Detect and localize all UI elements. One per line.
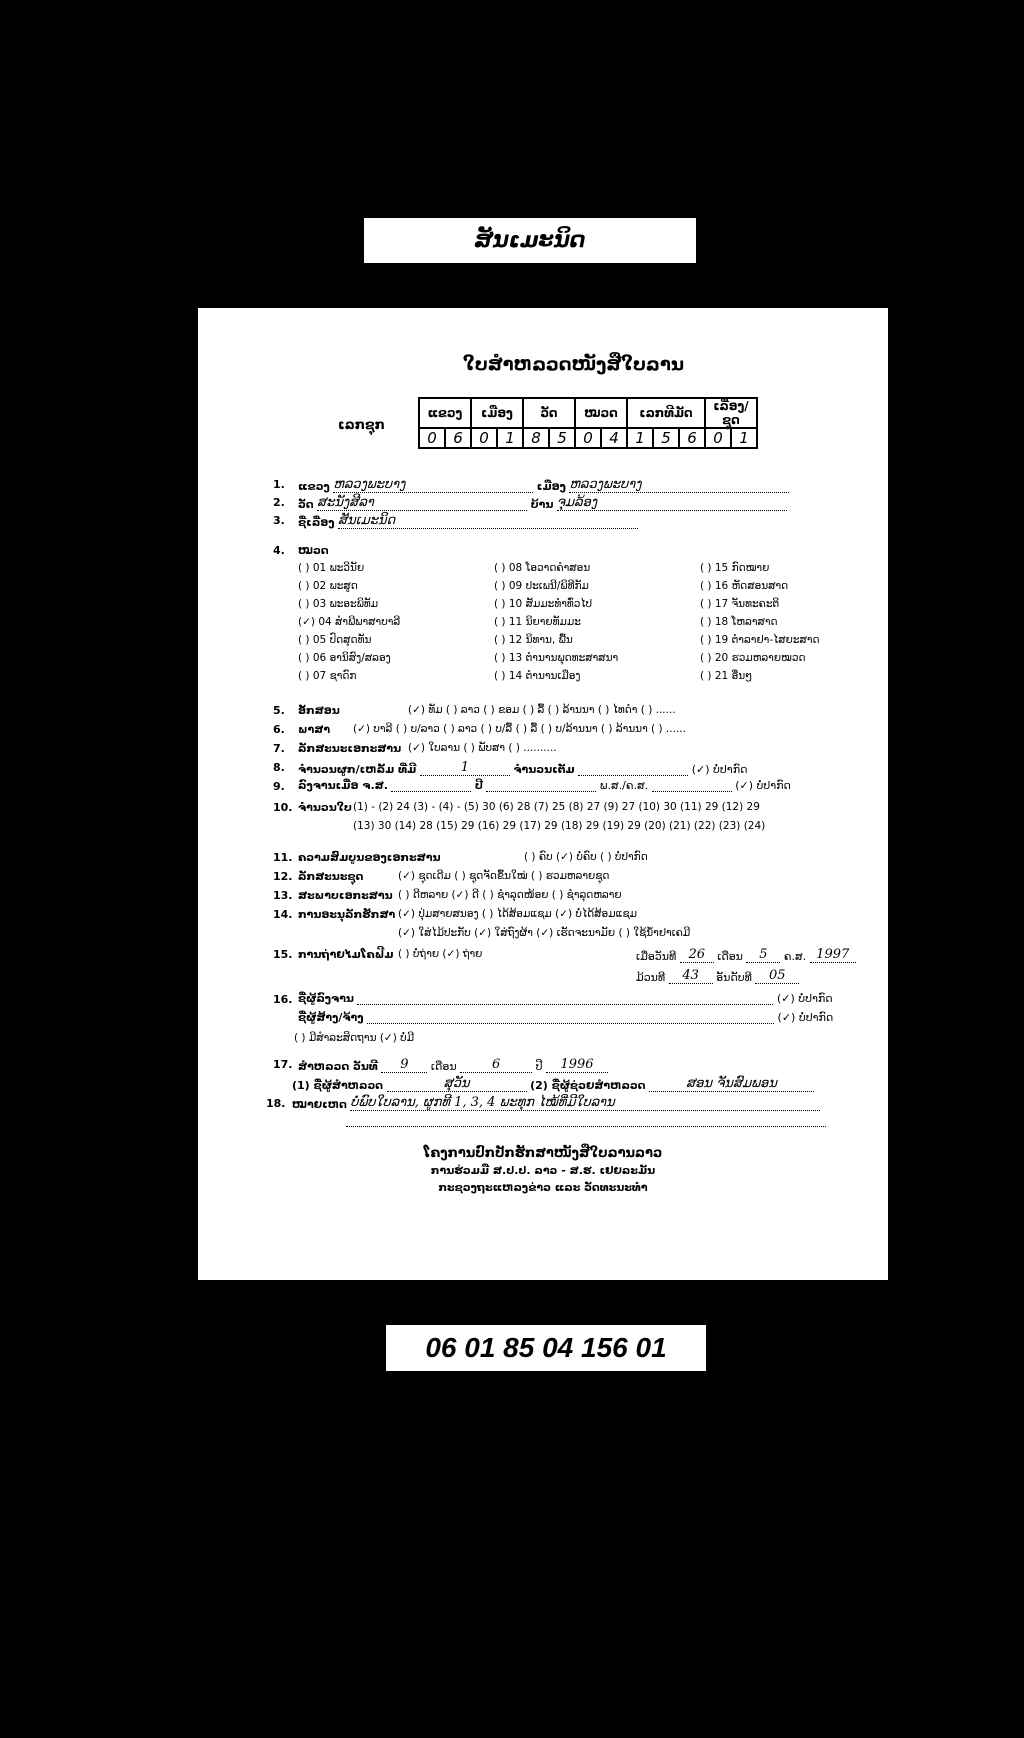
conservation-options-1: (✓) ປຸ່ມສາຍສນອງ ( ) ໄດ້ສ້ອມແຊມ (✓) ບໍ່ໄດ້ສ້ອມແຊມ — [398, 908, 638, 920]
footer-ministry: ກະຊວງຖະແຫລງຂ່າວ ແລະ ວັດທະນະທຳ — [438, 1181, 648, 1194]
category-option: ( ) 01 ພະວິນັຍ — [298, 562, 365, 574]
surveyor-2-value: ສອນ ຈັນສົມພອນ — [649, 1076, 814, 1092]
year-label: ປີ — [474, 779, 483, 792]
survey-year: 1996 — [546, 1057, 608, 1073]
survey-date-row — [298, 1057, 608, 1073]
category-label: ໝວດ — [298, 544, 329, 557]
dedication-options: ( ) ມີສຳລະສິດຖານ (✓) ບໍ່ມີ — [294, 1032, 415, 1044]
surveyor-1-value: ສຸວັນ — [387, 1076, 527, 1092]
category-option: ( ) 21 ອື່ນໆ — [700, 670, 753, 682]
document-type-label: ລັກສະນະເອກະສານ — [298, 742, 402, 755]
surveyor-2-label: (2) ຊື່ຜູ້ຊ່ວຍສຳຫລວດ — [530, 1079, 646, 1092]
reel-value: 43 — [669, 968, 713, 984]
remarks-extra-line — [346, 1126, 826, 1127]
microfilm-day: 26 — [680, 947, 714, 963]
code-table — [418, 397, 758, 449]
village-label: ບ້ານ — [530, 498, 554, 511]
set-type-label: ລັກສະນະຊຸດ — [298, 870, 364, 883]
microfilm-month: 5 — [746, 947, 780, 963]
code-header: ແຂວງ — [419, 398, 471, 428]
inscriber-label: ຊື່ຜູ້ລົງຈານ — [298, 992, 354, 1005]
field-number: 15. — [273, 948, 293, 961]
field-number: 8. — [273, 761, 285, 774]
leaf-count-line-1: (1) - (2) 24 (3) - (4) - (5) 30 (6) 28 (7) 25 (8) 27 (9) 27 (10) 30 (11) 29 (12) 29 — [353, 801, 760, 813]
frame-value: 05 — [755, 968, 799, 984]
sponsor-row — [298, 1011, 833, 1024]
survey-form-sheet — [198, 308, 888, 1280]
reel-label: ມ້ວນທີ — [636, 971, 666, 984]
field-number: 10. — [273, 801, 293, 814]
microfilm-month-label: ເດືອນ — [717, 950, 743, 963]
completeness-options: ( ) ຄົບ (✓) ບໍ່ຄົບ ( ) ບໍ່ປາກົດ — [524, 851, 648, 863]
code-header: ເລກທີມັດ — [627, 398, 705, 428]
script-options: (✓) ທັມ ( ) ລາວ ( ) ຂອມ ( ) ລື້ ( ) ລ້ານນາ ( ) ໄທດຳ ( ) ...... — [408, 704, 676, 716]
footer-project-name: ໂຄງການປົກປັກຮັກສາໜັງສືໃບລານລາວ — [423, 1146, 663, 1161]
condition-label: ສະພາບເອກະສານ — [298, 889, 393, 902]
inscription-row — [298, 779, 791, 792]
category-option: ( ) 09 ປະເພນີ/ພິທີກັມ — [494, 580, 589, 592]
category-option: ( ) 10 ສັມມະທຳທົ່ວໄປ — [494, 598, 593, 610]
category-option: ( ) 17 ຈັນທະຄະຕິ — [700, 598, 780, 610]
leaf-count-line-2: (13) 30 (14) 28 (15) 29 (16) 29 (17) 29 (18) 29 (19) 29 (20) (21) (22) (23) (24) — [353, 820, 766, 832]
code-digit: 8 — [523, 428, 549, 448]
province-value: ຫລວງພະບາງ — [333, 477, 533, 493]
inscriber-option: (✓) ບໍ່ປາກົດ — [776, 992, 833, 1005]
district-value: ຫລວງພະບາງ — [569, 477, 789, 493]
code-digit: 4 — [601, 428, 627, 448]
survey-month-label: ເດືອນ — [430, 1060, 457, 1073]
code-digit: 6 — [445, 428, 471, 448]
remarks-label: ໝາຍເຫດ — [292, 1098, 347, 1111]
code-digit: 1 — [627, 428, 653, 448]
field-number: 12. — [273, 870, 293, 883]
condition-options: ( ) ດີຫລາຍ (✓) ດີ ( ) ຊຳລຸດໜ້ອຍ ( ) ຊຳລຸດຫລາຍ — [398, 889, 622, 901]
category-option: ( ) 19 ຕຳລາຢາ-ໄສຍະສາດ — [700, 634, 820, 646]
form-title: ໃບສຳຫລວດໜັງສືໃບລານ — [463, 354, 684, 375]
field-number: 5. — [273, 704, 285, 717]
category-option: ( ) 11 ນິຍາຍທັມມະ — [494, 616, 581, 628]
full-count-label: ຈຳນວນເຕັມ — [513, 763, 575, 776]
language-label: ພາສາ — [298, 723, 331, 736]
code-digit: 6 — [679, 428, 705, 448]
surveyor-1-label: (1) ຊື່ຜູ້ສຳຫລວດ — [292, 1079, 384, 1092]
bundle-count-label: ຈຳນວນຜູກ/ເຫລັ້ມ ທີ່ມີ — [298, 763, 417, 776]
category-option: ( ) 06 ອານິສົງ/ສລອງ — [298, 652, 391, 664]
leaf-count-label: ຈຳນວນໃບ — [298, 801, 352, 814]
sponsor-label: ຊື່ຜູ້ສ້າງ/ຈ້າງ — [298, 1011, 364, 1024]
code-header: ວັດ — [523, 398, 575, 428]
microfilm-date-row — [636, 947, 856, 963]
code-digit: 0 — [705, 428, 731, 448]
frame-label: ອັນດັບທີ — [716, 971, 752, 984]
conservation-label: ການອະນຸລັກຮັກສາ — [298, 908, 396, 921]
category-option: ( ) 16 ຫັດສອນສາດ — [700, 580, 789, 592]
microfilm-reel-row — [636, 968, 799, 984]
field-number: 4. — [273, 544, 285, 557]
temple-value: ສະນັງສີລາ — [317, 495, 527, 511]
field-province-row — [298, 477, 789, 493]
story-value: ສັນເມະນິດ — [338, 513, 638, 529]
category-option: ( ) 18 ໂຫລາສາດ — [700, 616, 778, 628]
category-option: ( ) 07 ຊາດົກ — [298, 670, 357, 682]
district-label: ເມືອງ — [536, 480, 566, 493]
code-header: ເລື່ອງ/ຊຸດ — [705, 398, 757, 428]
category-option: ( ) 08 ໂອວາດຄຳສອນ — [494, 562, 591, 574]
survey-month: 6 — [460, 1057, 532, 1073]
field-story-row — [298, 513, 638, 529]
code-label: ເລກຊຸກ — [338, 418, 385, 433]
microfilm-label: ການຖ່າຍໄມໂຄຟີມ — [298, 948, 394, 961]
province-label: ແຂວງ — [298, 480, 330, 493]
microfilm-year: 1997 — [810, 947, 856, 963]
field-number: 2. — [273, 496, 285, 509]
microfilm-options: ( ) ບໍ່ຖ່າຍ (✓) ຖ່າຍ — [398, 948, 483, 960]
remarks-value: ບໍ່ພົບໃບລານ, ຜູກທີ 1, 3, 4 ພະທຸກ ໄໝ້ທີ່ມີໃບລານ — [350, 1095, 820, 1111]
field-number: 9. — [273, 780, 285, 793]
field-number: 17. — [273, 1058, 293, 1071]
category-option: ( ) 05 ປົດສຸດທັນ — [298, 634, 372, 646]
field-number: 14. — [273, 908, 293, 921]
category-option: ( ) 15 ກົດໝາຍ — [700, 562, 770, 574]
footer-cooperation: ການຮ່ວມມື ສ.ປ.ປ. ລາວ - ສ.ຮ. ເຢຍລະມັນ — [430, 1164, 656, 1177]
field-number: 18. — [266, 1097, 286, 1110]
field-number: 6. — [273, 723, 285, 736]
full-count-option: (✓) ບໍ່ປາກົດ — [691, 763, 748, 776]
category-option: ( ) 13 ຕຳນານພຸດທະສາສນາ — [494, 652, 619, 664]
category-option: ( ) 02 ພະສູດ — [298, 580, 358, 592]
field-number: 11. — [273, 851, 293, 864]
conservation-options-2: (✓) ໃສ່ໄມ້ປະກັບ (✓) ໃສ່ຖົງຜ້າ (✓) ເຮັດຈະນາມັຍ ( ) ໃຊ້ນ້ຳຢາເຄມີ — [398, 927, 691, 939]
field-temple-row — [298, 495, 787, 511]
code-digit: 5 — [653, 428, 679, 448]
bottom-code-label: 06 01 85 04 156 01 — [386, 1325, 706, 1371]
microfilm-date-label: ເມື່ອວັນທີ — [636, 950, 677, 963]
field-number: 1. — [273, 478, 285, 491]
survey-day: 9 — [381, 1057, 427, 1073]
field-number: 16. — [273, 993, 293, 1006]
category-option: ( ) 20 ຮວມຫລາຍໝວດ — [700, 652, 806, 664]
bundle-count-value: 1 — [420, 760, 510, 776]
village-value: ຈຸມລ້ອງ — [557, 495, 787, 511]
category-option: ( ) 03 ພະອະພິທັມ — [298, 598, 379, 610]
script-label: ອັກສອນ — [298, 704, 340, 717]
remarks-row — [292, 1095, 820, 1111]
sponsor-option: (✓) ບໍ່ປາກົດ — [777, 1011, 834, 1024]
language-options: (✓) ບາລີ ( ) ບ/ລາວ ( ) ລາວ ( ) ບ/ລື້ ( ) ລື້ ( ) ບ/ລ້ານນາ ( ) ລ້ານນາ ( ) ...... — [353, 723, 686, 735]
survey-year-label: ປີ — [535, 1060, 543, 1073]
code-digit: 0 — [575, 428, 601, 448]
code-header: ເມືອງ — [471, 398, 523, 428]
code-header: ໝວດ — [575, 398, 627, 428]
bundle-count-row — [298, 760, 747, 776]
be-ce-label: ພ.ສ./ຄ.ສ. — [599, 779, 649, 792]
code-digit: 1 — [497, 428, 523, 448]
code-digit: 0 — [471, 428, 497, 448]
inscription-label: ລົງຈານເມື່ອ ຈ.ສ. — [298, 779, 388, 792]
completeness-label: ຄວາມສົມບູນຂອງເອກະສານ — [298, 851, 441, 864]
field-number: 7. — [273, 742, 285, 755]
top-title-label: ສັນເມະນິດ — [364, 218, 696, 263]
story-label: ຊື່ເລື່ອງ — [298, 516, 335, 529]
inscription-option: (✓) ບໍ່ປາກົດ — [735, 779, 791, 792]
category-option: ( ) 14 ຕຳນານເມືອງ — [494, 670, 581, 682]
inscriber-row — [298, 992, 833, 1005]
temple-label: ວັດ — [298, 498, 314, 511]
set-type-options: (✓) ຊຸດເດີມ ( ) ຊຸດຈັດຂຶ້ນໃໝ່ ( ) ຮວມຫລາຍຊຸດ — [398, 870, 610, 882]
code-digit: 5 — [549, 428, 575, 448]
code-digit: 1 — [731, 428, 757, 448]
code-digit: 0 — [419, 428, 445, 448]
microfilm-year-label: ຄ.ສ. — [783, 950, 807, 963]
surveyor-row — [292, 1076, 814, 1092]
document-type-options: (✓) ໃບລານ ( ) ພັບສາ ( ) .......... — [408, 742, 557, 754]
field-number: 13. — [273, 889, 293, 902]
category-option: (✓) 04 ສຳພີພາສາບາລີ — [298, 616, 401, 628]
field-number: 3. — [273, 514, 285, 527]
survey-date-label: ສຳຫລວດ ວັນທີ — [298, 1060, 378, 1073]
category-option: ( ) 12 ນິທານ, ພື້ນ — [494, 634, 573, 646]
